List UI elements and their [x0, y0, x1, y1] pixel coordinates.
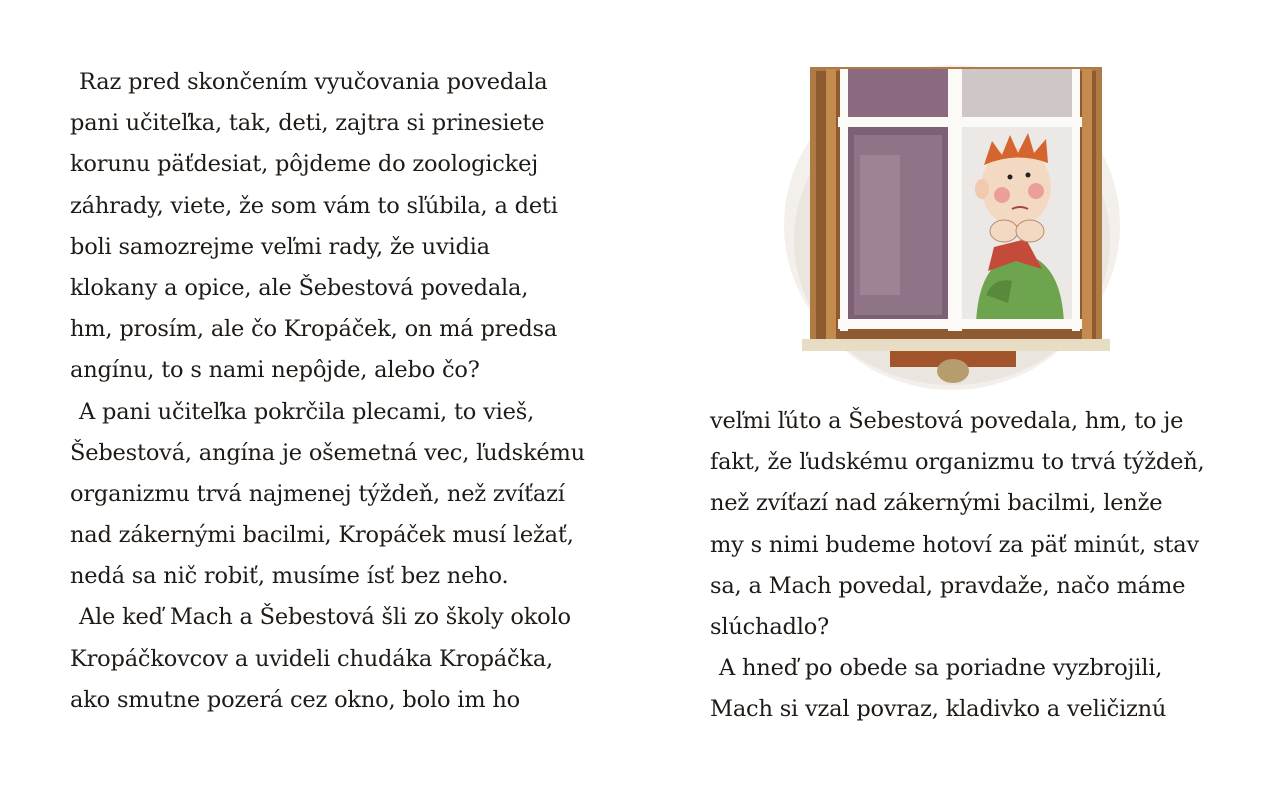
- left-page-text: [70, 62, 585, 721]
- text-line: než zvíťazí nad zákernými bacilmi, lenže: [710, 490, 1163, 517]
- text-line: veľmi ľúto a Šebestová povedala, hm, to je: [710, 408, 1184, 434]
- text-line: Mach si vzal povraz, kladivko a veličiznú: [710, 696, 1167, 723]
- text-line: nad zákernými bacilmi, Kropáček musí ležať,: [70, 522, 574, 549]
- text-line: A pani učiteľka pokrčila plecami, to vieš,: [79, 398, 535, 425]
- right-page: [640, 0, 1280, 800]
- boy-at-window-image: [780, 55, 1125, 395]
- text-line: Raz pred skončením vyučovania povedala: [79, 69, 548, 95]
- text-line: A hneď po obede sa poriadne vyzbrojili,: [719, 655, 1163, 682]
- text-line: záhrady, viete, že som vám to sľúbila, a deti: [70, 192, 558, 219]
- text-line: angínu, to s nami nepôjde, alebo čo?: [70, 357, 480, 384]
- text-line: klokany a opice, ale Šebestová povedala,: [70, 274, 529, 301]
- text-line: fakt, že ľudskému organizmu to trvá týždeň,: [710, 449, 1205, 476]
- text-line: nedá sa nič robiť, musíme ísť bez neho.: [70, 563, 509, 590]
- text-line: boli samozrejme veľmi rady, že uvidia: [70, 233, 490, 260]
- text-line: Šebestová, angína je ošemetná vec, ľudskému: [70, 439, 585, 466]
- text-line: Kropáčkovcov a uvideli chudáka Kropáčka,: [70, 645, 553, 672]
- window-illustration: [780, 55, 1125, 395]
- text-line: my s nimi budeme hotoví za päť minút, stav: [710, 531, 1199, 558]
- right-page-text: [710, 401, 1204, 731]
- text-line: pani učiteľka, tak, deti, zajtra si prinesiete: [70, 110, 545, 137]
- text-line: sa, a Mach povedal, pravdaže, načo máme: [710, 572, 1186, 599]
- text-line: slúchadlo?: [710, 613, 829, 640]
- text-line: organizmu trvá najmenej týždeň, než zvíťazí: [70, 480, 565, 507]
- text-line: Ale keď Mach a Šebestová šli zo školy okolo: [79, 604, 571, 631]
- text-line: korunu päťdesiat, pôjdeme do zoologickej: [70, 151, 539, 178]
- text-line: ako smutne pozerá cez okno, bolo im ho: [70, 686, 520, 713]
- text-line: hm, prosím, ale čo Kropáček, on má predsa: [70, 316, 558, 343]
